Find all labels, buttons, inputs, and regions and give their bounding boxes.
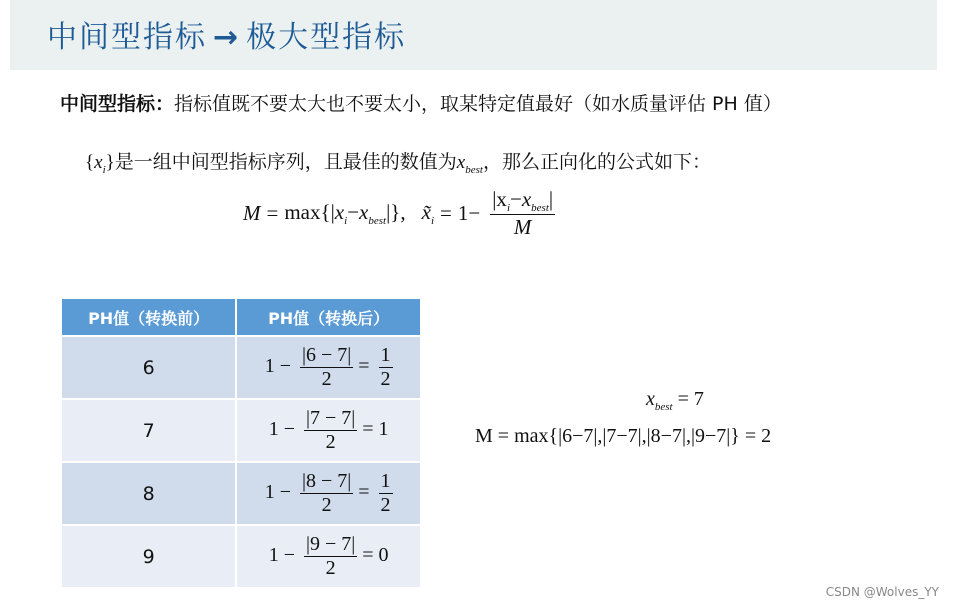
fraction	[300, 470, 353, 517]
minus: −	[510, 187, 522, 211]
ph-after	[237, 400, 420, 461]
equals: = 0	[362, 544, 389, 567]
fraction	[300, 344, 353, 391]
title-left: 中间型指标	[47, 20, 207, 55]
sequence-text2: ，那么正向化的公式如下：	[482, 151, 711, 173]
max-expr	[284, 200, 405, 227]
intro-line	[60, 89, 782, 116]
numerator: |7 − 7|	[305, 407, 356, 429]
sub-best: best	[531, 202, 549, 215]
table-row	[62, 400, 420, 461]
normalization-formula	[243, 187, 555, 240]
result-fraction	[379, 470, 393, 517]
ph-after	[237, 337, 420, 398]
numerator: 1	[380, 470, 391, 492]
var-x: x	[646, 388, 655, 410]
numerator: 1	[380, 344, 391, 366]
var-x: x	[359, 200, 369, 224]
ph-before: 6	[62, 337, 235, 398]
var-x: x	[94, 152, 103, 173]
var-x: x	[334, 200, 345, 224]
var-x: x	[456, 152, 466, 173]
equals: =	[358, 355, 370, 378]
sequence-line	[85, 147, 711, 176]
sub-best: best	[654, 401, 673, 413]
M-line: M = max{|6−7|,|7−7|,|8−7|,|9−7|} = 2	[475, 425, 772, 447]
result-fraction	[379, 344, 393, 391]
ph-before: 8	[62, 463, 235, 524]
one-minus: 1 −	[268, 418, 295, 441]
xbest-value: = 7	[677, 388, 704, 410]
one-minus: 1 −	[264, 355, 291, 378]
ph-after	[237, 463, 420, 524]
sub-best: best	[465, 163, 483, 176]
denominator: 2	[321, 368, 332, 390]
ph-after	[237, 526, 420, 587]
intro-term: 中间型指标：	[60, 93, 175, 115]
var-xt: x̃	[421, 200, 431, 224]
sub-best: best	[368, 215, 387, 228]
var-x: x	[521, 187, 532, 211]
ph-before: 9	[62, 526, 235, 587]
one-minus: 1 −	[264, 481, 291, 504]
sub-i: i	[430, 215, 435, 228]
watermark: CSDN @Wolves_YY	[825, 585, 939, 599]
one-minus: 1 −	[268, 544, 295, 567]
max: max{|	[284, 200, 335, 224]
xtilde	[422, 200, 434, 227]
numerator: |9 − 7|	[305, 533, 356, 555]
arrow-icon: →	[213, 20, 241, 55]
slide-title	[47, 12, 406, 56]
fraction	[490, 187, 555, 240]
brace: {	[85, 152, 95, 173]
title-right: 极大型指标	[246, 20, 407, 55]
ph-before: 7	[62, 400, 235, 461]
sub-i: i	[506, 202, 510, 215]
xbest-line	[646, 388, 704, 413]
eq: =	[440, 201, 452, 226]
fraction	[304, 407, 357, 454]
denominator: 2	[325, 557, 336, 579]
denominator: M	[513, 215, 532, 240]
sub-i: i	[102, 163, 106, 176]
eq: =	[266, 201, 279, 226]
header-before: PH值（转换前）	[62, 299, 235, 335]
denominator: 2	[321, 494, 332, 516]
var-M: M	[243, 201, 261, 226]
numerator: |8 − 7|	[301, 470, 352, 492]
sub-i: i	[344, 215, 348, 228]
title-bar	[10, 0, 937, 70]
minus: −	[347, 200, 360, 224]
equals: =	[358, 481, 370, 504]
numerator: |6 − 7|	[301, 344, 352, 366]
ph-table	[60, 297, 422, 589]
intro-text: 指标值既不要太大也不要太小，取某特定值最好（如水质量评估 PH 值）	[174, 93, 782, 115]
denominator: 2	[325, 431, 336, 453]
table-row	[62, 526, 420, 587]
table-row	[62, 337, 420, 398]
abs-x: |x	[492, 187, 507, 211]
equals: = 1	[362, 418, 389, 441]
fraction	[304, 533, 357, 580]
close: |},	[386, 200, 406, 224]
denominator: 2	[380, 368, 391, 390]
numerator: $|x_i-x_{best}|$	[492, 187, 554, 215]
sequence-text: 是一组中间型指标序列，且最佳的数值为	[114, 151, 457, 173]
denominator: 2	[380, 494, 391, 516]
brace: }	[105, 152, 115, 173]
table-row	[62, 463, 420, 524]
header-after: PH值（转换后）	[237, 299, 420, 335]
one-minus: 1−	[457, 201, 481, 226]
